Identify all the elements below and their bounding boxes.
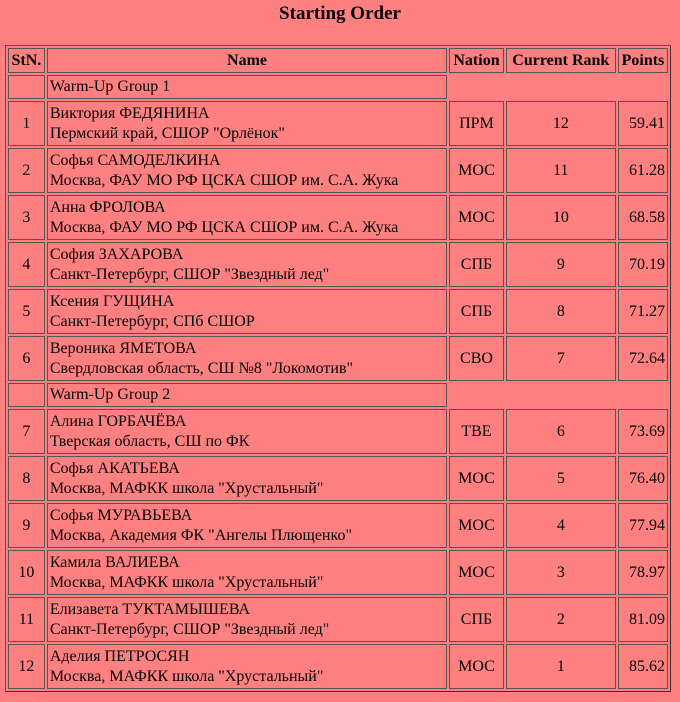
nation-code: ПРМ [449, 101, 504, 146]
starting-number: 12 [8, 644, 45, 689]
nation-code: МОС [449, 550, 504, 595]
points-value: 68.58 [618, 195, 668, 240]
starting-number: 10 [8, 550, 45, 595]
points-value: 76.40 [618, 456, 668, 501]
table-row [8, 336, 668, 381]
current-rank: 12 [506, 101, 616, 146]
group-empty-cell [449, 75, 668, 99]
warm-up-group-row [8, 383, 668, 407]
points-value: 70.19 [618, 242, 668, 287]
column-header-points: Points [618, 48, 668, 73]
table-row [8, 101, 668, 146]
points-value: 85.62 [618, 644, 668, 689]
starting-number: 2 [8, 148, 45, 193]
table-row [8, 644, 668, 689]
points-value: 78.97 [618, 550, 668, 595]
nation-code: МОС [449, 503, 504, 548]
skater-cell [47, 101, 447, 146]
group-stn-cell [8, 383, 45, 407]
points-value: 71.27 [618, 289, 668, 334]
skater-name: Алина ГОРБАЧЁВА [49, 412, 187, 430]
starting-number: 8 [8, 456, 45, 501]
skater-name: Камила ВАЛИЕВА [49, 553, 180, 571]
starting-number: 9 [8, 503, 45, 548]
warm-up-group-label: Warm-Up Group 1 [47, 75, 447, 99]
skater-name: Елизавета ТУКТАМЫШЕВА [49, 600, 251, 618]
current-rank: 10 [506, 195, 616, 240]
skater-cell [47, 195, 447, 240]
skater-name: Софья МУРАВЬЕВА [49, 506, 193, 524]
skater-name: Софья САМОДЕЛКИНА [49, 151, 221, 169]
header-row [8, 48, 668, 73]
nation-code: МОС [449, 195, 504, 240]
skater-club: Москва, МАФКК школа "Хрустальный" [49, 479, 324, 497]
table-row [8, 148, 668, 193]
starting-number: 3 [8, 195, 45, 240]
nation-code: СПБ [449, 597, 504, 642]
current-rank: 8 [506, 289, 616, 334]
skater-club: Пермский край, СШОР "Орлёнок" [49, 124, 285, 142]
current-rank: 11 [506, 148, 616, 193]
points-value: 61.28 [618, 148, 668, 193]
skater-club: Москва, МАФКК школа "Хрустальный" [49, 667, 324, 685]
group-empty-cell [449, 383, 668, 407]
warm-up-group-row [8, 75, 668, 99]
table-row [8, 597, 668, 642]
column-header-name: Name [47, 48, 447, 73]
table-row [8, 456, 668, 501]
table-row [8, 195, 668, 240]
table-row [8, 550, 668, 595]
skater-cell [47, 336, 447, 381]
skater-cell [47, 644, 447, 689]
current-rank: 5 [506, 456, 616, 501]
skater-name: Виктория ФЕДЯНИНА [49, 104, 210, 122]
points-value: 77.94 [618, 503, 668, 548]
current-rank: 6 [506, 409, 616, 454]
points-value: 73.69 [618, 409, 668, 454]
current-rank: 9 [506, 242, 616, 287]
skater-name: София ЗАХАРОВА [49, 245, 184, 263]
skater-club: Санкт-Петербург, СПб СШОР [49, 312, 255, 330]
skater-club: Санкт-Петербург, СШОР "Звездный лед" [49, 620, 330, 638]
nation-code: ТВЕ [449, 409, 504, 454]
nation-code: СПБ [449, 289, 504, 334]
points-value: 59.41 [618, 101, 668, 146]
column-header-stn: StN. [8, 48, 45, 73]
table-row [8, 503, 668, 548]
skater-cell [47, 242, 447, 287]
skater-cell [47, 289, 447, 334]
skater-cell [47, 503, 447, 548]
skater-club: Тверская область, СШ по ФК [49, 432, 250, 450]
nation-code: МОС [449, 148, 504, 193]
starting-number: 6 [8, 336, 45, 381]
starting-number: 11 [8, 597, 45, 642]
current-rank: 2 [506, 597, 616, 642]
current-rank: 4 [506, 503, 616, 548]
skater-club: Санкт-Петербург, СШОР "Звездный лед" [49, 265, 330, 283]
skater-name: Ксения ГУЩИНА [49, 292, 175, 310]
skater-club: Москва, ФАУ МО РФ ЦСКА СШОР им. С.А. Жука [49, 171, 399, 189]
points-value: 81.09 [618, 597, 668, 642]
skater-club: Москва, МАФКК школа "Хрустальный" [49, 573, 324, 591]
skater-cell [47, 409, 447, 454]
nation-code: МОС [449, 456, 504, 501]
group-stn-cell [8, 75, 45, 99]
column-header-rank: Current Rank [506, 48, 616, 73]
current-rank: 7 [506, 336, 616, 381]
skater-club: Москва, Академия ФК "Ангелы Плющенко" [49, 526, 352, 544]
skater-cell [47, 597, 447, 642]
current-rank: 1 [506, 644, 616, 689]
skater-club: Москва, ФАУ МО РФ ЦСКА СШОР им. С.А. Жука [49, 218, 399, 236]
nation-code: СПБ [449, 242, 504, 287]
page-title: Starting Order [279, 3, 401, 24]
nation-code: СВО [449, 336, 504, 381]
skater-name: Аделия ПЕТРОСЯН [49, 647, 190, 665]
starting-order-table [5, 45, 671, 692]
skater-name: Вероника ЯМЕТОВА [49, 339, 197, 357]
table-row [8, 409, 668, 454]
starting-number: 1 [8, 101, 45, 146]
skater-name: Анна ФРОЛОВА [49, 198, 166, 216]
starting-number: 7 [8, 409, 45, 454]
current-rank: 3 [506, 550, 616, 595]
table-row [8, 289, 668, 334]
table-row [8, 242, 668, 287]
warm-up-group-label: Warm-Up Group 2 [47, 383, 447, 407]
skater-cell [47, 148, 447, 193]
nation-code: МОС [449, 644, 504, 689]
column-header-nation: Nation [449, 48, 504, 73]
starting-number: 5 [8, 289, 45, 334]
starting-number: 4 [8, 242, 45, 287]
points-value: 72.64 [618, 336, 668, 381]
skater-name: Софья АКАТЬЕВА [49, 459, 180, 477]
skater-cell [47, 550, 447, 595]
skater-cell [47, 456, 447, 501]
skater-club: Свердловская область, СШ №8 "Локомотив" [49, 359, 354, 377]
